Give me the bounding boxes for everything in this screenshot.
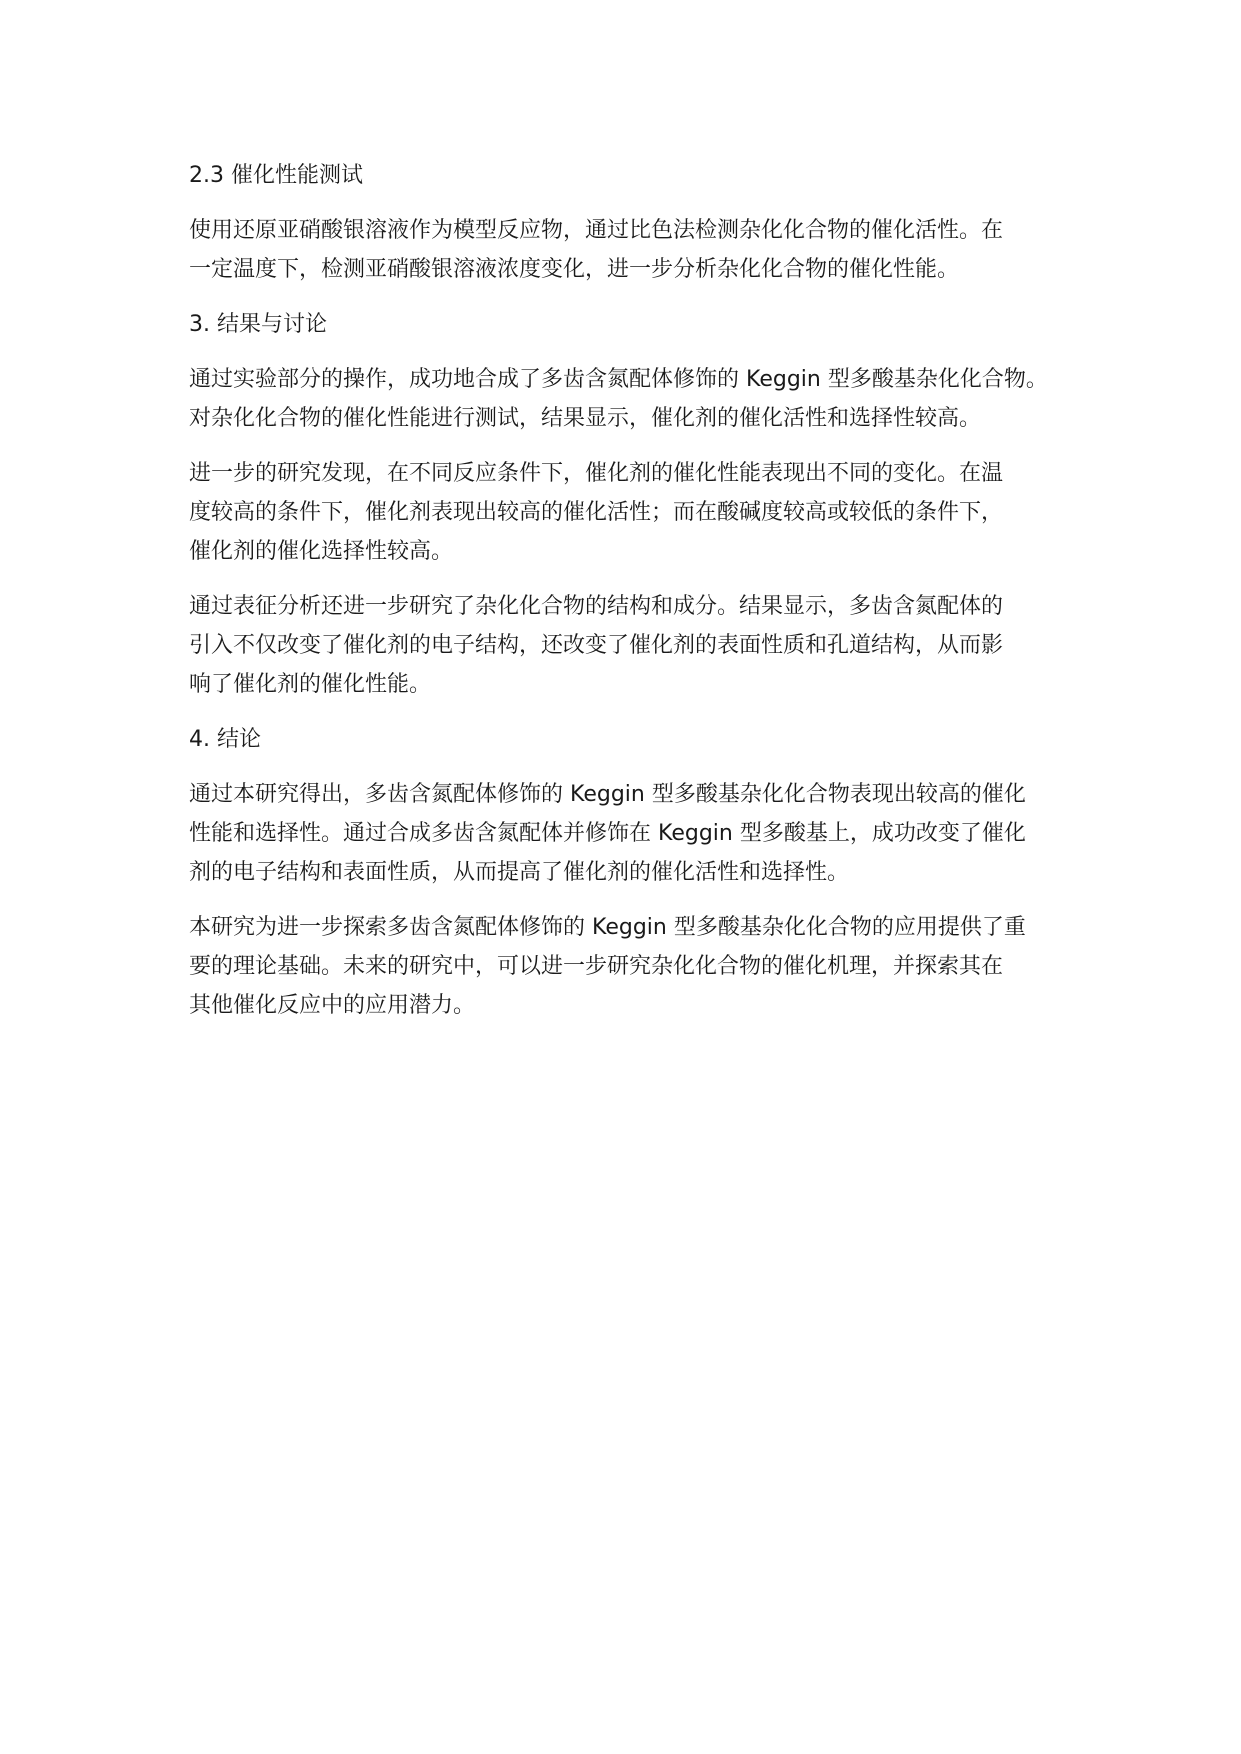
paragraph-line: 度较高的条件下，催化剂表现出较高的催化活性；而在酸碱度较高或较低的条件下，	[189, 500, 1004, 525]
paragraph-line: 一定温度下，检测亚硝酸银溶液浓度变化，进一步分析杂化化合物的催化性能。	[189, 257, 960, 282]
paragraph-line: 对杂化化合物的催化性能进行测试，结果显示，催化剂的催化活性和选择性较高。	[189, 406, 982, 431]
section-4-heading: 4. 结论	[189, 727, 261, 752]
section-2-3-heading: 2.3 催化性能测试	[189, 163, 363, 188]
paragraph-line: 通过表征分析还进一步研究了杂化化合物的结构和成分。结果显示，多齿含氮配体的	[189, 594, 1004, 619]
section-3-paragraph-2	[189, 454, 1059, 571]
paragraph-line: 要的理论基础。未来的研究中，可以进一步研究杂化化合物的催化机理，并探索其在	[189, 954, 1004, 979]
paragraph-line: 进一步的研究发现，在不同反应条件下，催化剂的催化性能表现出不同的变化。在温	[189, 461, 1004, 486]
paragraph-line: 通过本研究得出，多齿含氮配体修饰的 Keggin 型多酸基杂化化合物表现出较高的催化	[189, 782, 1026, 807]
paragraph-line: 引入不仅改变了催化剂的电子结构，还改变了催化剂的表面性质和孔道结构，从而影	[189, 633, 1004, 658]
paragraph-line: 通过实验部分的操作，成功地合成了多齿含氮配体修饰的 Keggin 型多酸基杂化化合物。	[189, 367, 1048, 392]
document-body	[189, 156, 1059, 1041]
section-3-paragraph-3	[189, 587, 1059, 704]
paragraph-line: 使用还原亚硝酸银溶液作为模型反应物，通过比色法检测杂化化合物的催化活性。在	[189, 218, 1004, 243]
section-4-paragraph-2	[189, 908, 1059, 1025]
paragraph-line: 剂的电子结构和表面性质，从而提高了催化剂的催化活性和选择性。	[189, 860, 850, 885]
paragraph-line: 响了催化剂的催化性能。	[189, 672, 432, 697]
section-4-paragraph-1	[189, 775, 1059, 892]
paragraph-line: 性能和选择性。通过合成多齿含氮配体并修饰在 Keggin 型多酸基上，成功改变了催化	[189, 821, 1026, 846]
paragraph-line: 催化剂的催化选择性较高。	[189, 539, 454, 564]
section-3-heading: 3. 结果与讨论	[189, 312, 327, 337]
paragraph-line: 其他催化反应中的应用潜力。	[189, 993, 476, 1018]
section-2-3-paragraph	[189, 211, 1059, 289]
section-3-paragraph-1	[189, 360, 1059, 438]
paragraph-line: 本研究为进一步探索多齿含氮配体修饰的 Keggin 型多酸基杂化化合物的应用提供了重	[189, 915, 1026, 940]
